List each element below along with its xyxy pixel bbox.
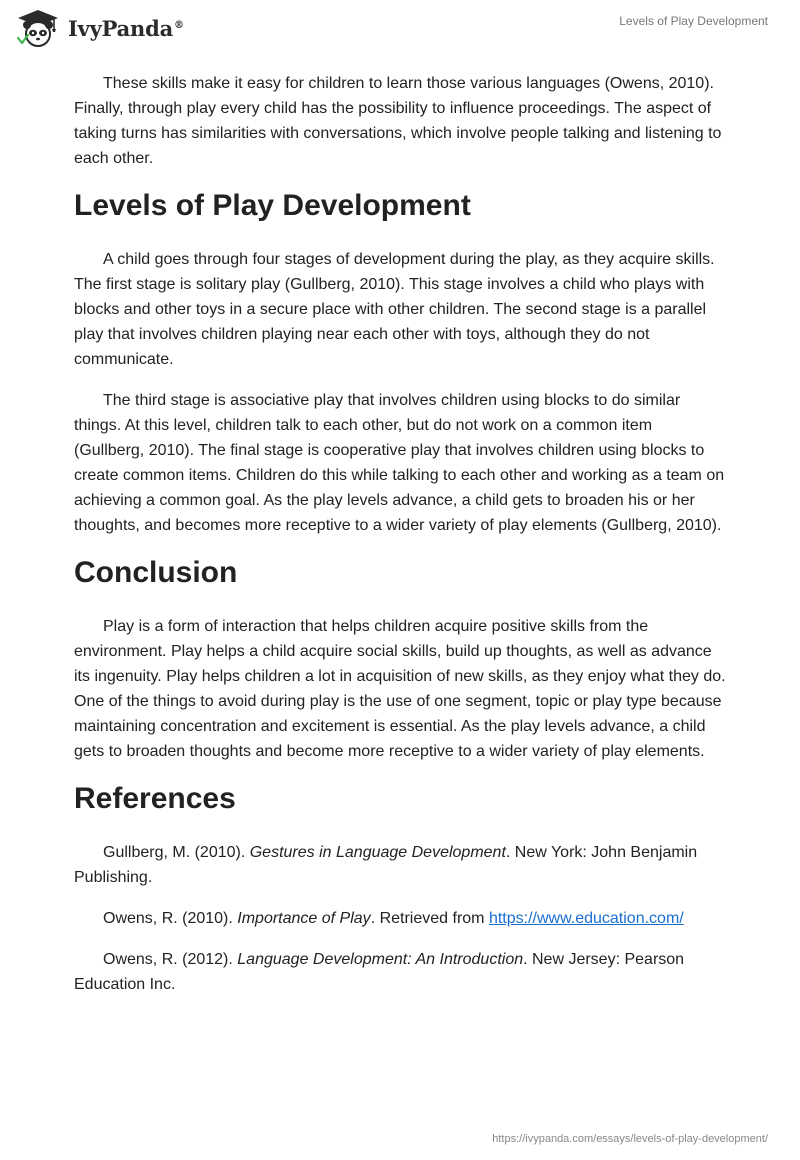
reference-authors: Owens, R. (2010). bbox=[103, 910, 238, 927]
logo[interactable] bbox=[14, 8, 184, 48]
registered-mark: ® bbox=[174, 19, 184, 31]
logo-text bbox=[68, 16, 184, 41]
running-title: Levels of Play Development bbox=[619, 14, 768, 28]
reference-authors: Owens, R. (2012). bbox=[103, 951, 238, 968]
essay-content bbox=[74, 71, 726, 1013]
levels-heading: Levels of Play Development bbox=[74, 189, 471, 222]
reference-link[interactable]: https://www.education.com/ bbox=[488, 910, 684, 927]
reference-title: Gestures in Language Development bbox=[249, 844, 506, 861]
page-header bbox=[0, 0, 800, 56]
panda-logo-icon bbox=[14, 8, 62, 48]
reference-title: Language Development: An Introduction bbox=[237, 951, 524, 968]
references-heading: References bbox=[74, 782, 236, 815]
reference-item bbox=[74, 947, 726, 997]
intro-paragraph: These skills make it easy for children to learn those various languages (Owens, 2010). Finally, through play every child has the possibility to influence proceedings. The aspect of taking turns has similarities with conversations, which involve people talking and listening to each other. bbox=[74, 75, 722, 167]
levels-paragraph-2: The third stage is associative play that involves children using blocks to do similar things. At this level, children talk to each other, but do not work on a common item (Gullberg, 2010). The final stage is cooperative play that involves children using blocks to create common items. Children do this while talking to each other and working as a team on achieving a common goal. As the play levels advance, a child gets to broaden his or her thoughts, and becomes more receptive to a wider variety of play elements (Gullberg, 2010). bbox=[74, 392, 725, 534]
reference-publisher: . New York: John Benjamin Publishing. bbox=[74, 844, 698, 886]
reference-publisher: . New Jersey: Pearson Education Inc. bbox=[74, 951, 685, 993]
source-url: https://ivypanda.com/essays/levels-of-play-development/ bbox=[492, 1133, 768, 1145]
reference-retrieved: . Retrieved from bbox=[370, 910, 489, 927]
conclusion-paragraph: Play is a form of interaction that helps children acquire positive skills from the environment. Play helps a child acquire social skills, build up thoughts, as well as advance its ingenuity. Play helps children a lot in acquisition of new skills, as they enjoy what they do. One of the things to avoid during play is the use of one segment, topic or play type because maintaining concentration and excitement is essential. As the play levels advance, a child gets to broaden thoughts and become more receptive to a wider variety of play elements. bbox=[74, 618, 726, 760]
reference-title: Importance of Play bbox=[237, 910, 371, 927]
conclusion-heading: Conclusion bbox=[74, 556, 238, 589]
reference-authors: Gullberg, M. (2010). bbox=[103, 844, 250, 861]
reference-item bbox=[74, 906, 726, 931]
logo-wordmark: IvyPanda bbox=[68, 15, 174, 41]
reference-item bbox=[74, 840, 726, 890]
levels-paragraph-1: A child goes through four stages of development during the play, as they acquire skills. The first stage is solitary play (Gullberg, 2010). This stage involves a child who plays with blocks and other toys in a secure place with other children. The second stage is a parallel play that involves children playing near each other with toys, although they do not communicate. bbox=[74, 251, 715, 368]
